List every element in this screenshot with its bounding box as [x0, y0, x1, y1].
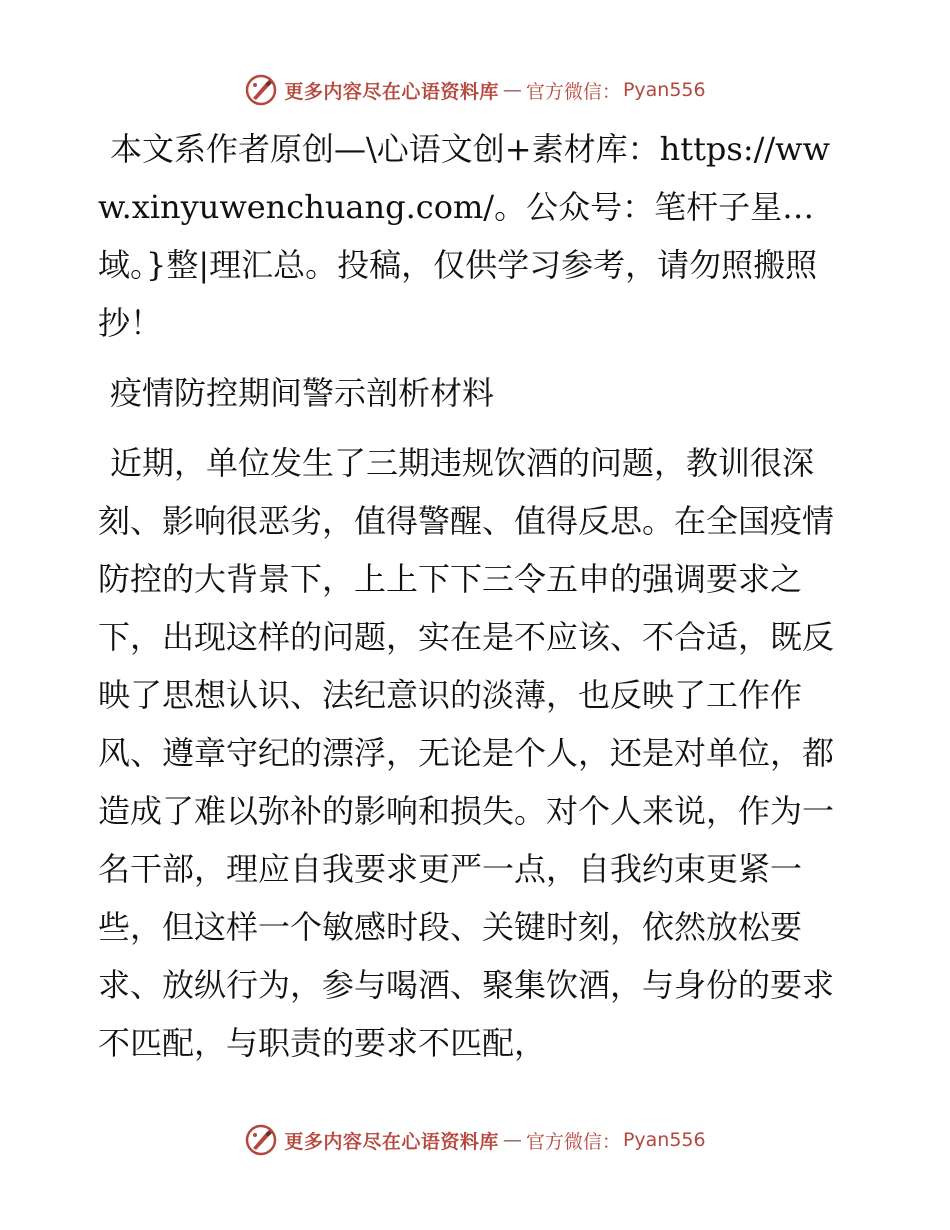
- banner-separator: —: [502, 1129, 522, 1151]
- pen-logo-icon: [244, 73, 278, 107]
- intro-paragraph: 本文系作者原创—\心语文创+素材库：https://www.xinyuwenchuang.com/。公众号：笔杆子星…域。}整|理汇总。投稿，仅供学习参考，请勿照搬照抄！: [98, 130, 830, 342]
- pen-logo-icon: [244, 1123, 278, 1157]
- banner-wechat-id: Pyan556: [622, 1129, 706, 1151]
- banner-wechat-id: Pyan556: [622, 79, 706, 101]
- header-watermark-banner: [0, 70, 950, 110]
- body-paragraph: 近期，单位发生了三期违规饮酒的问题，教训很深刻、影响很恶劣，值得警醒、值得反思。在全国疫情防控的大背景下，上上下下三令五申的强调要求之下，出现这样的问题，实在是不应该、不合适，既反映了思想认识、法纪意识的淡薄，也反映了工作作风、遵章守纪的漂浮，无论是个人，还是对单位，都造成了难以弥补的影响和损失。对个人来说，作为一名干部，理应自我要求更严一点，自我约束更紧一些，但这样一个敏感时段、关键时刻，依然放松要求、放纵行为，参与喝酒、聚集饮酒，与身份的要求不匹配，与职责的要求不匹配，: [98, 444, 835, 1062]
- banner-text: 更多内容尽在心语资料库: [284, 80, 499, 103]
- banner-text: 更多内容尽在心语资料库: [284, 1130, 499, 1153]
- banner-wechat-label: 官方微信：: [525, 80, 621, 103]
- banner-wechat-label: 官方微信：: [525, 1130, 621, 1153]
- footer-watermark-banner: [0, 1120, 950, 1160]
- document-content: [98, 120, 850, 1072]
- banner-separator: —: [502, 79, 522, 101]
- document-title: 疫情防控期间警示剖析材料: [110, 374, 495, 412]
